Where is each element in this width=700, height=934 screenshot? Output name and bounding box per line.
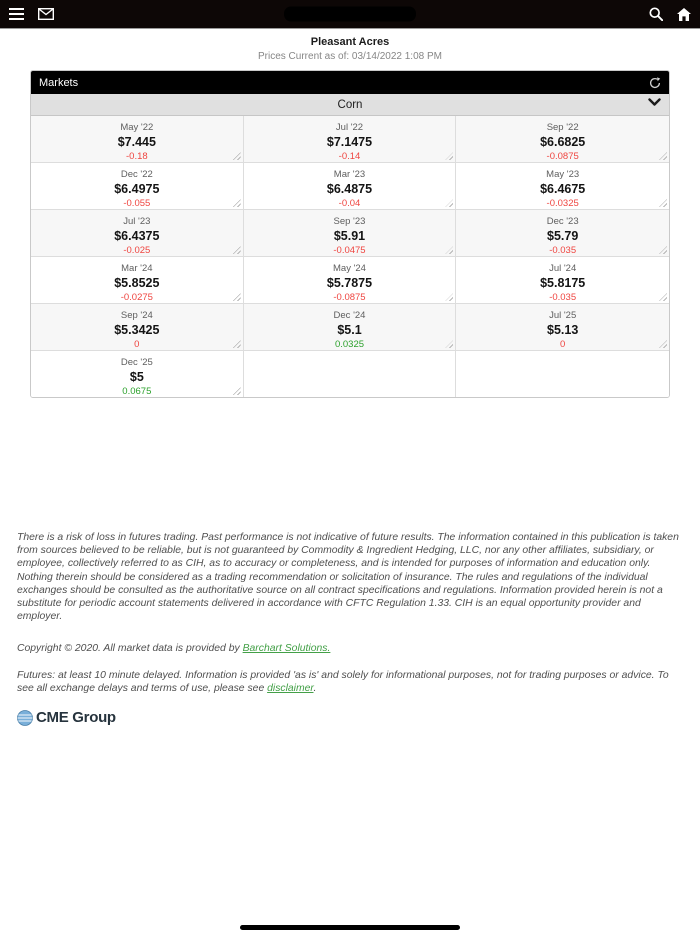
footer bbox=[17, 531, 683, 726]
contract-month: Mar '23 bbox=[333, 169, 366, 180]
contract-month: Dec '25 bbox=[120, 357, 153, 368]
contract-month: May '24 bbox=[333, 263, 366, 274]
contract-month: Sep '23 bbox=[333, 216, 366, 227]
contract-change: -0.04 bbox=[338, 198, 361, 209]
contract-month: Sep '24 bbox=[120, 310, 153, 321]
contract-month: Dec '24 bbox=[333, 310, 366, 321]
futures-cell bbox=[456, 351, 669, 397]
contract-month: Dec '23 bbox=[546, 216, 579, 227]
contract-change: 0 bbox=[134, 339, 140, 350]
futures-note-suffix: . bbox=[313, 682, 317, 694]
futures-cell bbox=[244, 116, 457, 163]
commodity-selector[interactable] bbox=[31, 94, 669, 116]
contract-month: Dec '22 bbox=[120, 169, 153, 180]
contract-price: $7.1475 bbox=[326, 135, 373, 149]
contract-change: -0.025 bbox=[123, 245, 151, 256]
futures-cell bbox=[31, 257, 244, 304]
futures-cell bbox=[31, 116, 244, 163]
futures-grid bbox=[31, 116, 669, 397]
contract-change: -0.035 bbox=[549, 292, 577, 303]
page-title: Pleasant Acres bbox=[310, 36, 390, 48]
contract-change: -0.035 bbox=[549, 245, 577, 256]
contract-month: Jul '24 bbox=[549, 263, 577, 274]
contract-price: $7.445 bbox=[117, 135, 156, 149]
contract-price: $6.4675 bbox=[540, 182, 586, 196]
home-indicator[interactable] bbox=[240, 925, 460, 930]
disclaimer-link[interactable]: disclaimer bbox=[267, 682, 314, 694]
mail-icon[interactable] bbox=[38, 8, 54, 20]
futures-cell bbox=[244, 351, 457, 397]
contract-price: $6.4875 bbox=[326, 182, 373, 196]
contract-month: Jul '23 bbox=[123, 216, 151, 227]
copyright-text: Copyright © 2020. All market data is provided by bbox=[17, 643, 243, 655]
futures-note-text: Futures: at least 10 minute delayed. Information is provided 'as is' and solely for informational purposes, not for trading purposes or advice. To see all exchange delays and terms of use, please see bbox=[17, 669, 669, 694]
copyright-line bbox=[17, 642, 683, 655]
futures-cell bbox=[31, 163, 244, 210]
contract-change: 0 bbox=[560, 339, 566, 350]
futures-cell bbox=[244, 304, 457, 351]
contract-price: $5.13 bbox=[547, 323, 579, 337]
contract-change: 0.0325 bbox=[334, 339, 365, 350]
cme-logo-text: CME Group bbox=[36, 709, 116, 727]
globe-icon bbox=[17, 710, 33, 726]
contract-price: $6.4375 bbox=[114, 229, 160, 243]
futures-cell bbox=[456, 163, 669, 210]
contract-price: $5 bbox=[129, 370, 144, 384]
redacted-logo bbox=[284, 7, 416, 22]
contract-change: 0.0675 bbox=[122, 386, 152, 397]
contract-price: $5.8525 bbox=[114, 276, 160, 290]
contract-price: $5.1 bbox=[337, 323, 362, 337]
contract-month: Mar '24 bbox=[121, 263, 153, 274]
futures-cell bbox=[244, 210, 457, 257]
contract-change: -0.0875 bbox=[333, 292, 366, 303]
futures-cell bbox=[31, 304, 244, 351]
contract-change: -0.18 bbox=[126, 151, 148, 162]
search-icon[interactable] bbox=[649, 7, 663, 21]
commodity-label: Corn bbox=[337, 98, 363, 111]
contract-price: $6.4975 bbox=[114, 182, 160, 196]
markets-panel bbox=[30, 70, 670, 398]
refresh-icon[interactable] bbox=[649, 77, 661, 89]
contract-month: Jul '22 bbox=[335, 122, 364, 133]
cme-group-logo bbox=[17, 709, 683, 726]
contract-month: Sep '22 bbox=[546, 122, 579, 133]
futures-cell bbox=[31, 210, 244, 257]
futures-cell bbox=[456, 304, 669, 351]
chevron-down-icon bbox=[648, 98, 661, 107]
barchart-solutions-link[interactable]: Barchart Solutions. bbox=[242, 643, 331, 655]
futures-cell bbox=[456, 257, 669, 304]
home-icon[interactable] bbox=[677, 8, 691, 21]
futures-cell bbox=[244, 163, 457, 210]
contract-price: $5.8175 bbox=[540, 276, 586, 290]
futures-cell bbox=[31, 351, 244, 397]
futures-delay-note bbox=[17, 669, 683, 695]
page-head bbox=[0, 29, 700, 62]
contract-month: May '23 bbox=[546, 169, 580, 180]
futures-cell bbox=[456, 210, 669, 257]
contract-change: -0.0275 bbox=[120, 292, 153, 303]
futures-cell bbox=[456, 116, 669, 163]
futures-cell bbox=[244, 257, 457, 304]
contract-month: Jul '25 bbox=[549, 310, 577, 321]
menu-icon[interactable] bbox=[9, 8, 24, 20]
contract-change: -0.14 bbox=[338, 151, 361, 162]
contract-change: -0.0475 bbox=[333, 245, 366, 256]
contract-price: $6.6825 bbox=[540, 135, 586, 149]
contract-change: -0.0325 bbox=[546, 198, 579, 209]
contract-price: $5.7875 bbox=[326, 276, 373, 290]
top-app-bar bbox=[0, 0, 700, 29]
risk-disclaimer-text: There is a risk of loss in futures trading. Past performance is not indicative of future results. The information contained in this publication is taken from sources believed to be reliable, but is not guaranteed by Commodity & Ingredient Hedging, LLC, nor any other affiliates, subsidiary, or employee, collectively referred to as CIH, as to accuracy or completeness, and is intended for purposes of information and education only. Nothing therein should be considered as a trading recommendation or solicitation of insurance. The rules and regulations of the individual exchanges should be consulted as the authoritative source on all contract specifications and regulations. Information provided herein is not a substitute for periodic account statements delivered in accordance with CFTC Regulation 1.33. CIH is an equal opportunity provider and employer. bbox=[17, 532, 679, 623]
contract-price: $5.3425 bbox=[114, 323, 160, 337]
contract-month: May '22 bbox=[120, 122, 154, 133]
contract-change: -0.0875 bbox=[546, 151, 579, 162]
contract-price: $5.79 bbox=[547, 229, 579, 243]
markets-header bbox=[31, 71, 669, 94]
contract-change: -0.055 bbox=[123, 198, 151, 209]
contract-price: $5.91 bbox=[333, 229, 366, 243]
page-subtitle: Prices Current as of: 03/14/2022 1:08 PM bbox=[258, 51, 442, 62]
markets-title: Markets bbox=[39, 76, 79, 89]
